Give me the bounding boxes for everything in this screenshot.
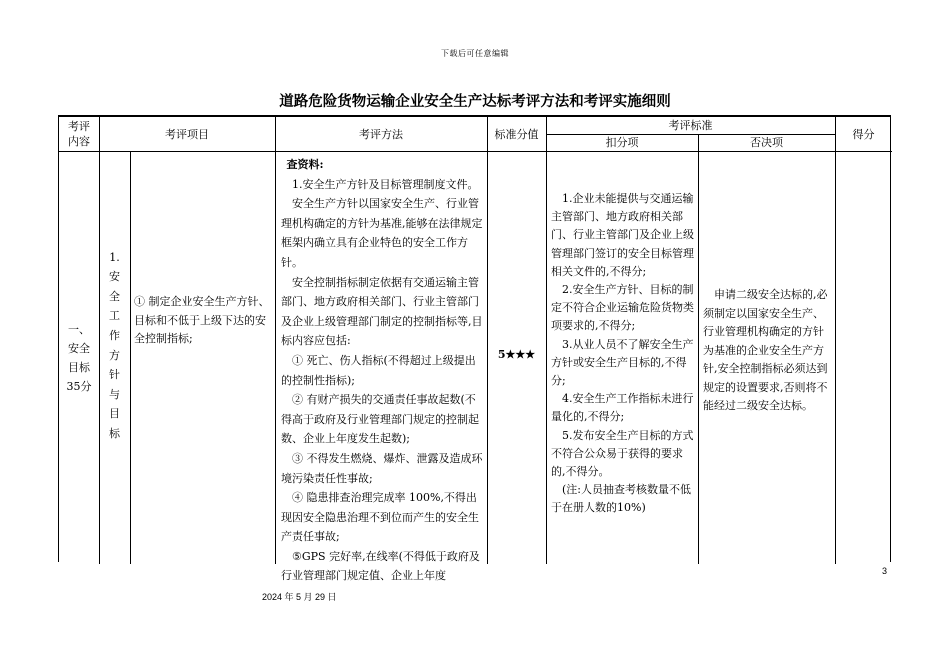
document-title: 道路危险货物运输企业安全生产达标考评方法和考评实施细则 <box>279 94 671 110</box>
deduct-line: (注:人员抽查考核数量不低于在册人数的10%) <box>551 483 691 515</box>
header-deduct: 扣分项 <box>605 136 639 149</box>
deduct-line: 5.发布安全生产目标的方式不符合公众易于获得的要求的,不得分。 <box>551 428 694 479</box>
evaluation-table <box>58 115 891 583</box>
header-item: 考评项目 <box>165 127 209 141</box>
method-line: 安全生产方针以国家安全生产、行业管理机构确定的方针为基准,能够在法律规定框架内确立具有企业特色的安全工作方针。 <box>281 197 483 269</box>
deduct-line: 2.安全生产方针、目标的制定不符合企业运输危险货物类项要求的,不得分; <box>551 283 694 333</box>
method-line: ④ 隐患排查治理完成率 100%,不得出现因安全隐患治理不到位而产生的安全生产责任事故; <box>281 491 479 544</box>
header-score: 标准分值 <box>494 127 539 141</box>
deduct-line: 4.安全生产工作指标未进行量化的,不得分; <box>551 392 694 424</box>
row-score: 5★★★ <box>497 348 536 361</box>
method-line: ① 死亡、伤人指标(不得超过上级提出的控制性指标); <box>281 353 476 387</box>
footer-date: 2024 年 5 月 29 日 <box>262 592 337 602</box>
method-heading: 查资料: <box>286 158 324 171</box>
method-line: ③ 不得发生燃烧、爆炸、泄露及造成环境污染责任性事故; <box>281 451 483 485</box>
row-content: 一、安全目标35分 <box>66 322 92 393</box>
deduct-line: 1.企业未能提供与交通运输主管部门、地方政府相关部门、行业主管部门及企业上级管理部门签订的安全目标管理相关文件的,不得分; <box>551 192 694 278</box>
method-line: ② 有财产损失的交通责任事故起数(不得高于政府及行业管理部门规定的控制起数、企业上年度发生起数); <box>281 393 479 446</box>
header-standard: 考评标准 <box>668 119 713 132</box>
deduct-line: 3.从业人员不了解安全生产方针或安全生产目标的,不得分; <box>551 337 694 388</box>
row-deduct <box>551 190 695 518</box>
method-line: ⑤GPS 完好率,在线率(不得低于政府及行业管理部门规定值、企业上年度 <box>281 549 480 583</box>
header-result: 得分 <box>852 127 875 141</box>
header-method: 考评方法 <box>359 127 403 141</box>
row-item-description: ① 制定企业安全生产方针、目标和不低于上级下达的安全控制指标; <box>134 295 270 345</box>
method-line: 1.安全生产方针及目标管理制度文件。 <box>292 177 479 191</box>
header-veto: 否决项 <box>750 136 783 149</box>
page-number: 3 <box>882 566 888 576</box>
method-line: 安全控制指标制定依据有交通运输主管部门、地方政府相关部门、行业主管部门及企业上级管理部门制定的控制指标等,目标内容应包括: <box>281 275 483 348</box>
header-content: 考评内容 <box>68 120 90 148</box>
row-veto: 申请二级安全达标的,必须制定以国家安全生产、行业管理机构确定的方针为基准的企业安全生产方针,安全控制指标必须达到规定的设置要求,否则将不能经过二级安全达标。 <box>703 288 828 412</box>
row-item-number: 1.安全工作方针与目标 <box>109 250 120 440</box>
row-method <box>281 155 483 583</box>
header-note: 下载后可任意编辑 <box>441 49 509 58</box>
